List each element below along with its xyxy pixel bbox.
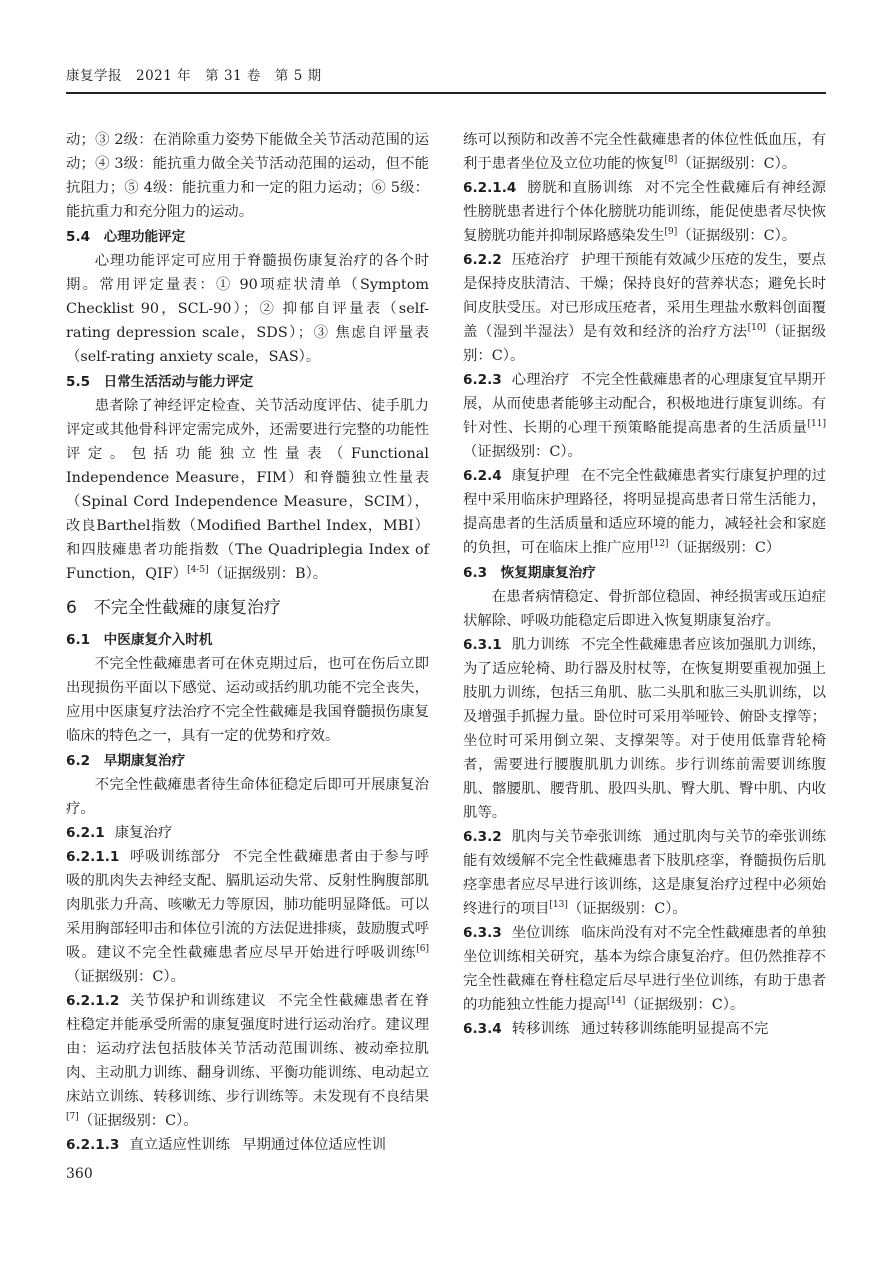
subsection-title: 转移训练 xyxy=(511,1021,570,1037)
subsection-6-3-3 xyxy=(463,921,826,1017)
subsection-number: 6.2.4 xyxy=(463,468,502,484)
paragraph xyxy=(463,128,826,176)
subsection-text: 不完全性截瘫患者的心理康复宜早期开展，从而使患者能够主动配合，积极地进行康复训练。有针对性、长期的心理干预策略能提高患者的生活质量 xyxy=(463,372,826,436)
subsection-text: 不完全性截瘫患者由于参与呼吸的肌肉失去神经支配、膈肌运动失常、反射性胸腹部肌肉肌张力升高、咳嗽无力等原因，肺功能明显降低。可以采用胸部轻叩击和体位引流的方法促进排痰，鼓励腹式呼吸。建议不完全性截瘫患者应尽早开始进行呼吸训练 xyxy=(66,849,429,961)
paragraph: 不完全性截瘫患者可在休克期过后，也可在伤后立即出现损伤平面以下感觉、运动或括约肌功能不完全丧失，应用中医康复疗法治疗不完全性截瘫是我国脊髓损伤康复临床的特色之一，具有一定的优势和疗效。 xyxy=(66,656,429,744)
subsection-title: 直立适应性训练 xyxy=(129,1137,231,1153)
subsection-title: 关节保护和训练建议 xyxy=(129,993,267,1009)
subsection-title: 压疮治疗 xyxy=(511,252,570,268)
paragraph: 心理功能评定可应用于脊髓损伤康复治疗的各个时期。常用评定量表：① 90项症状清单（Symptom Checklist 90，SCL-90）；② 抑郁自评量表（self-rating depression scale，SDS）；③ 焦虑自评量表（self-rating anxiety scale，SAS）。 xyxy=(66,253,429,365)
subsection-6-2-3 xyxy=(463,368,826,464)
subsection-6-2-2 xyxy=(463,248,826,368)
subsection-text: 通过转移训练能明显提高不完 xyxy=(581,1021,769,1037)
header-rule xyxy=(66,92,826,94)
citation: [4-5] xyxy=(187,565,209,576)
paragraph-tail: （证据级别：B）。 xyxy=(208,566,328,582)
citation: [6] xyxy=(416,944,429,955)
section-heading-6-1: 6.1 中医康复介入时机 xyxy=(66,632,213,648)
subsection-text: 不完全性截瘫患者应该加强肌力训练，为了适应轮椅、助行器及肘杖等，在恢复期要重视加强上肢肌力训练，包括三角肌、肱二头肌和肱三头肌训练，以及增强手抓握力量。卧位时可采用举哑铃、俯卧支撑等；坐位时可采用倒立架、支撑架等。对于使用低靠背轮椅者，需要进行腰腹肌肌力训练。步行训练前需要训练腹肌、髂腰肌、腰背肌、股四头肌、臀大肌、臀中肌、内收肌等。 xyxy=(463,637,826,821)
subsection-6-2-1-1 xyxy=(66,845,429,989)
subsection-number: 6.2.1.4 xyxy=(463,180,517,196)
subsection-tail: （证据级别：C）。 xyxy=(677,228,797,244)
citation: [9] xyxy=(664,227,678,238)
paragraph xyxy=(66,394,429,586)
paragraph: 不完全性截瘫患者待生命体征稳定后即可开展康复治疗。 xyxy=(66,777,429,817)
subsection-title: 康复治疗 xyxy=(114,825,173,841)
subsection-number: 6.2.1.1 xyxy=(66,849,120,865)
subsection-6-2-1-2 xyxy=(66,989,429,1133)
subsection-tail: （证据级别：C）。 xyxy=(463,324,826,364)
citation: [14] xyxy=(606,996,626,1007)
subsection-text: 对不完全性截瘫后有神经源性膀胱患者进行个体化膀胱功能训练，能促使患者尽快恢复膀胱功能并抑制尿路感染发生 xyxy=(463,180,826,244)
journal-header: 康复学报 2021 年 第 31 卷 第 5 期 xyxy=(66,68,322,84)
subsection-text: 在不完全性截瘫患者实行康复护理的过程中采用临床护理路径，将明显提高患者日常生活能力，提高患者的生活质量和适应环境的能力，减轻社会和家庭的负担，可在临床上推广应用 xyxy=(463,468,826,556)
subsection-6-2-1-3 xyxy=(66,1133,429,1157)
right-column xyxy=(463,128,826,1041)
citation: [7] xyxy=(66,1112,79,1123)
subsection-6-3-4 xyxy=(463,1017,826,1041)
subsection-title: 膀胱和直肠训练 xyxy=(526,180,634,196)
subsection-6-2-1 xyxy=(66,821,429,845)
section-heading-5-5: 5.5 日常生活活动与能力评定 xyxy=(66,374,254,390)
subsection-number: 6.2.1.2 xyxy=(66,993,120,1009)
subsection-title: 心理治疗 xyxy=(511,372,570,388)
subsection-number: 6.2.2 xyxy=(463,252,502,268)
subsection-tail: （证据级别：C）。 xyxy=(78,1113,198,1129)
subsection-number: 6.2.1 xyxy=(66,825,105,841)
subsection-text: 不完全性截瘫患者在脊柱稳定并能承受所需的康复强度时进行运动治疗。建议理由：运动疗法包括肢体关节活动范围训练、被动牵拉肌肉、主动肌力训练、翻身训练、平衡功能训练、电动起立床站立训练、转移训练、步行训练等。未发现有不良结果 xyxy=(66,993,429,1105)
paragraph-text: 患者除了神经评定检查、关节活动度评估、徒手肌力评定或其他骨科评定需完成外，还需要进行完整的功能性评定。包括功能独立性量表（Functional Independence Measure，FIM）和脊髓独立性量表（Spinal Cord Independence Measure，SCIM），改良Barthel指数（Modified Barthel Index，MBI）和四肢瘫患者功能指数（The Quadriplegia Index of Function，QIF） xyxy=(66,398,429,582)
subsection-number: 6.2.1.3 xyxy=(66,1137,120,1153)
citation: [13] xyxy=(549,900,568,911)
subsection-title: 康复护理 xyxy=(511,468,570,484)
subsection-tail: （证据级别：C）。 xyxy=(625,997,745,1013)
citation: [12] xyxy=(650,539,669,550)
citation: [8] xyxy=(664,155,678,166)
subsection-number: 6.3.4 xyxy=(463,1021,502,1037)
subsection-text: 临床尚没有对不完全性截瘫患者的单独坐位训练相关研究，基本为综合康复治疗。但仍然推荐不完全性截瘫在脊柱稳定后尽早进行坐位训练，有助于患者的功能独立性能力提高 xyxy=(463,925,826,1013)
subsection-number: 6.3.1 xyxy=(463,637,502,653)
subsection-tail: （证据级别：C）。 xyxy=(463,444,582,460)
subsection-title: 呼吸训练部分 xyxy=(129,849,221,865)
subsection-number: 6.3.2 xyxy=(463,829,502,845)
subsection-6-2-4 xyxy=(463,464,826,560)
subsection-title: 肌肉与关节牵张训练 xyxy=(511,829,642,845)
paragraph-text: 练可以预防和改善不完全性截瘫患者的体位性低血压，有利于患者坐位及立位功能的恢复 xyxy=(463,132,826,172)
section-heading-6-3: 6.3 恢复期康复治疗 xyxy=(463,565,596,581)
subsection-number: 6.2.3 xyxy=(463,372,502,388)
section-heading-6-2: 6.2 早期康复治疗 xyxy=(66,753,186,769)
section-heading-5-4: 5.4 心理功能评定 xyxy=(66,229,186,245)
citation: [11] xyxy=(807,419,826,430)
page-number: 360 xyxy=(66,1166,93,1182)
paragraph-tail: （证据级别：C）。 xyxy=(677,156,797,172)
paragraph: 动；③ 2级：在消除重力姿势下能做全关节活动范围的运动；④ 3级：能抗重力做全关节活动范围的运动，但不能抗阻力；⑤ 4级：能抗重力和一定的阻力运动；⑥ 5级：能抗重力和充分阻力的运动。 xyxy=(66,132,429,220)
subsection-6-2-1-4 xyxy=(463,176,826,248)
section-heading-6: 6 不完全性截瘫的康复治疗 xyxy=(66,598,281,618)
subsection-tail: （证据级别：C）。 xyxy=(567,901,687,917)
subsection-number: 6.3.3 xyxy=(463,925,502,941)
subsection-6-3-1 xyxy=(463,633,826,825)
subsection-6-3-2 xyxy=(463,825,826,921)
left-column xyxy=(66,128,429,1157)
subsection-text: 早期通过体位适应性训 xyxy=(242,1137,386,1153)
subsection-text: 护理干预能有效减少压疮的发生，要点是保持皮肤清洁、干燥；保持良好的营养状态；避免长时间皮肤受压。对已形成压疮者，采用生理盐水敷料创面覆盖（湿到半湿法）是有效和经济的治疗方法 xyxy=(463,252,826,340)
subsection-tail: （证据级别：C） xyxy=(668,540,781,556)
subsection-tail: （证据级别：C）。 xyxy=(66,969,185,985)
subsection-title: 肌力训练 xyxy=(511,637,570,653)
subsection-text: 通过肌肉与关节的牵张训练能有效缓解不完全性截瘫患者下肢肌痉挛，脊髓损伤后肌痉挛患者应尽早进行该训练，这是康复治疗过程中必须始终进行的项目 xyxy=(463,829,826,917)
citation: [10] xyxy=(747,323,767,334)
paragraph: 在患者病情稳定、骨折部位稳固、神经损害或压迫症状解除、呼吸功能稳定后即进入恢复期康复治疗。 xyxy=(463,589,826,629)
subsection-title: 坐位训练 xyxy=(511,925,570,941)
